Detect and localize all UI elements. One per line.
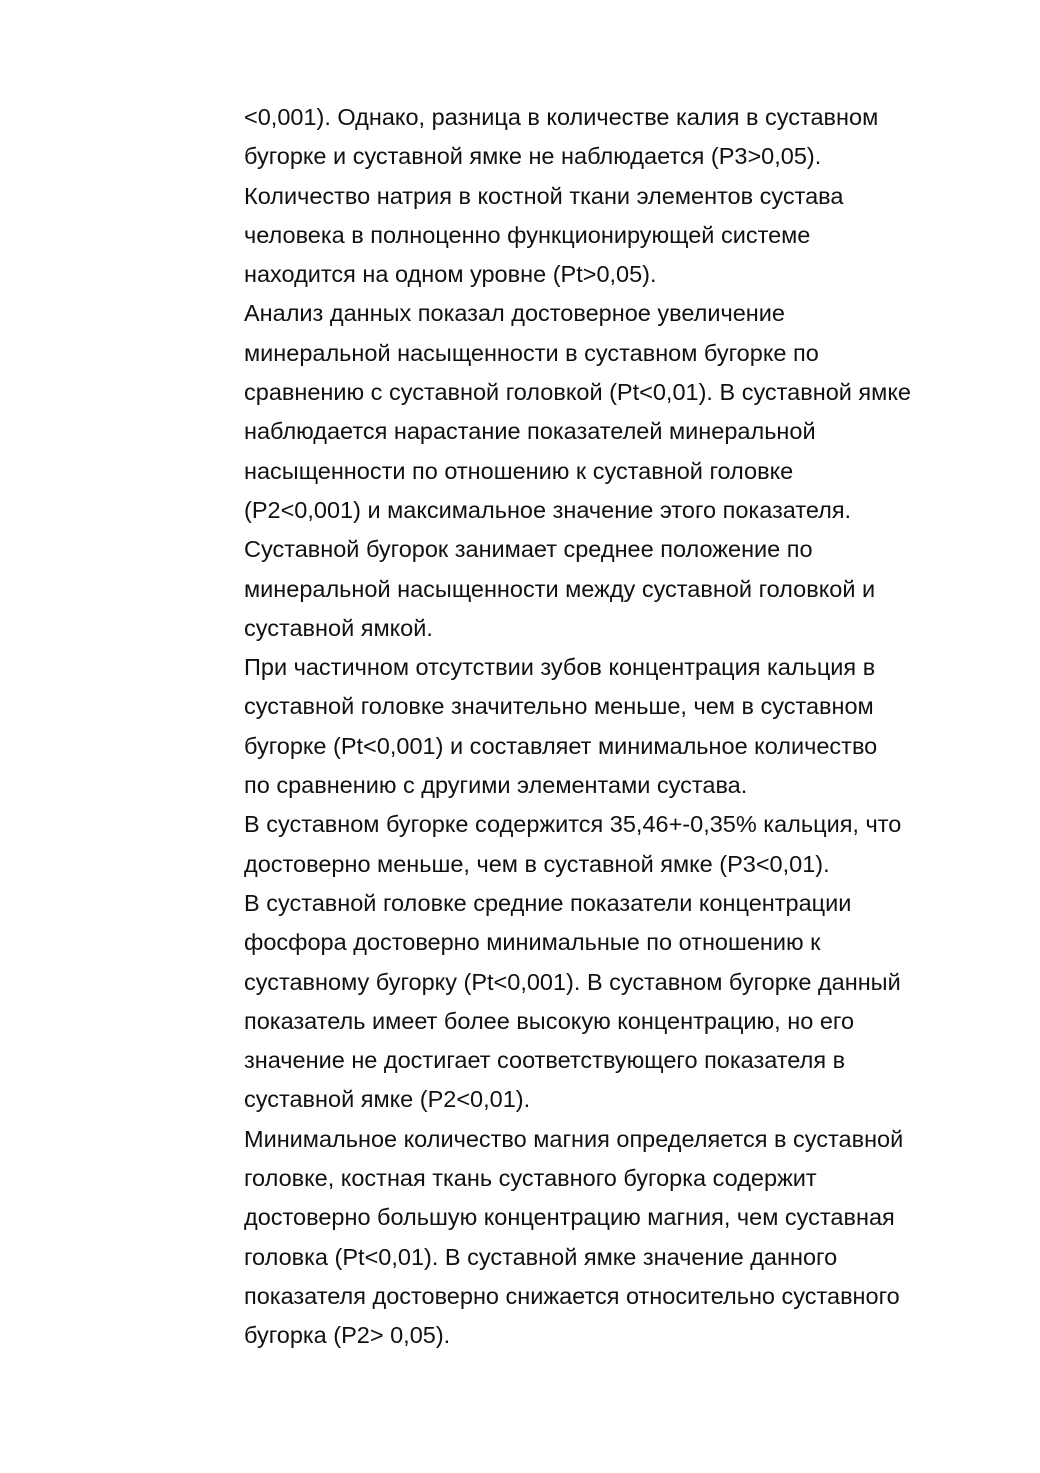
text-line: минеральной насыщенности в суставном бугорке по bbox=[244, 339, 819, 366]
text-line: наблюдается нарастание показателей минеральной bbox=[244, 418, 816, 445]
text-line: бугорке и суставной ямке не наблюдается (P3>0,05). bbox=[244, 143, 822, 170]
text-line: головке, костная ткань суставного бугорка содержит bbox=[244, 1165, 817, 1192]
text-line: (P2<0,001) и максимальное значение этого показателя. bbox=[244, 496, 852, 523]
text-line: достоверно большую концентрацию магния, чем суставная bbox=[244, 1204, 895, 1231]
text-line: находится на одном уровне (Pt>0,05). bbox=[244, 261, 657, 288]
text-line: Суставной бугорок занимает среднее положение по bbox=[244, 536, 813, 563]
text-line: фосфора достоверно минимальные по отношению к bbox=[244, 929, 821, 956]
body-text bbox=[244, 98, 984, 1356]
text-line: Количество натрия в костной ткани элементов сустава bbox=[244, 182, 844, 209]
text-line: Анализ данных показал достоверное увеличение bbox=[244, 300, 785, 327]
text-line: бугорка (P2> 0,05). bbox=[244, 1322, 451, 1349]
text-line: суставному бугорку (Pt<0,001). В суставном бугорке данный bbox=[244, 968, 901, 995]
text-line: В суставном бугорке содержится 35,46+-0,35% кальция, что bbox=[244, 811, 902, 838]
text-line: <0,001). Однако, разница в количестве калия в суставном bbox=[244, 104, 879, 130]
text-line: суставной ямке (P2<0,01). bbox=[244, 1086, 531, 1113]
text-line: сравнению с суставной головкой (Pt<0,01). В суставной ямке bbox=[244, 379, 911, 406]
text-line: по сравнению с другими элементами сустава. bbox=[244, 772, 748, 799]
text-line: человека в полноценно функционирующей системе bbox=[244, 221, 811, 248]
text-line: показатель имеет более высокую концентрацию, но его bbox=[244, 1007, 855, 1034]
text-line: В суставной головке средние показатели концентрации bbox=[244, 889, 852, 916]
text-line: Минимальное количество магния определяется в суставной bbox=[244, 1125, 904, 1152]
text-line: минеральной насыщенности между суставной головкой и bbox=[244, 575, 876, 602]
text-line: показателя достоверно снижается относительно суставного bbox=[244, 1282, 900, 1309]
text-line: бугорке (Pt<0,001) и составляет минимальное количество bbox=[244, 732, 878, 759]
text-line: насыщенности по отношению к суставной головке bbox=[244, 457, 794, 484]
text-line: значение не достигает соответствующего показателя в bbox=[244, 1047, 846, 1074]
text-line: головка (Pt<0,01). В суставной ямке значение данного bbox=[244, 1243, 838, 1270]
text-line: суставной ямкой. bbox=[244, 614, 433, 641]
text-line: достоверно меньше, чем в суставной ямке (P3<0,01). bbox=[244, 850, 830, 877]
text-line: При частичном отсутствии зубов концентрация кальция в bbox=[244, 654, 876, 681]
text-line: суставной головке значительно меньше, чем в суставном bbox=[244, 693, 874, 720]
